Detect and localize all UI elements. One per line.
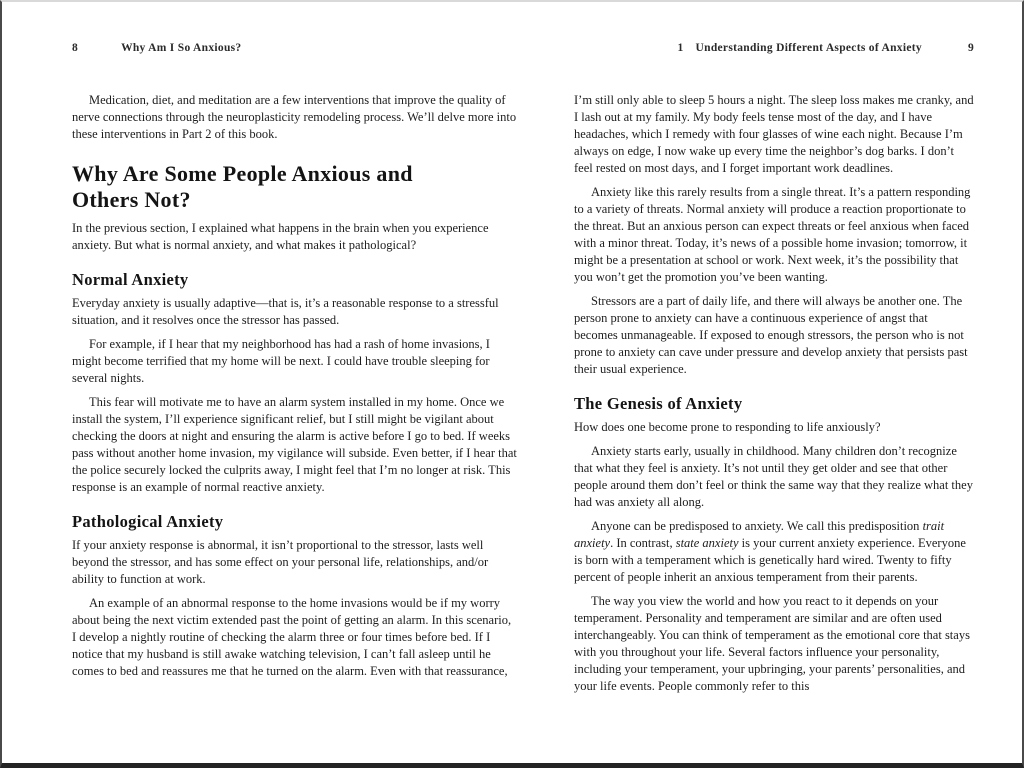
right-page-number: 9 xyxy=(967,42,974,54)
section-heading-why-anxious: Why Are Some People Anxious and Others Not? xyxy=(72,161,413,212)
left-page-number: 8 xyxy=(72,42,79,54)
body-paragraph-pattern: Anxiety like this rarely results from a single threat. It’s a pattern responding to a variety of threats. Normal anxiety will produce a reaction proportionate to the threat. But an anxious person can expect threats or feel anxious when faced with a minor threat. Today, it’s news of a possible home invasion; tomorrow, it might be a presentation at school or work. Next week, it’s the possibility that you won’t get the promotion you’ve been wanting. xyxy=(574,185,971,284)
body-paragraph-pathological-1: If your anxiety response is abnormal, it isn’t proportional to the stressor, lasts well beyond the stressor, and has some effect on your personal life, relationships, and/or ability to function at work. xyxy=(72,538,489,586)
body-paragraph-genesis-1: Anxiety starts early, usually in childhood. Many children don’t recognize that what they feel is anxiety. It’s not until they get older and see that other people around them don’t feel or think the same way that they realize what they had was anxiety all along. xyxy=(574,444,973,509)
subsection-heading-pathological-anxiety: Pathological Anxiety xyxy=(72,512,224,531)
predisposed-text-1: Anyone can be predisposed to anxiety. We call this predisposition xyxy=(591,519,923,533)
subsection-heading-genesis: The Genesis of Anxiety xyxy=(574,394,743,413)
right-page xyxy=(574,42,974,702)
body-paragraph-predisposed xyxy=(574,518,974,586)
body-paragraph-temperament: The way you view the world and how you react to it depends on your temperament. Personality and temperament are similar and are often used interchangeably. You can think of temperament as the emotional core that stays with you throughout your life. Several factors influence your personality, including your temperament, your upbringing, your parents’ personalities, and your life events. People commonly refer to this xyxy=(574,594,970,693)
predisposed-text-3: is your current anxiety experience. Everyone is born with a temperament which is genetically hard wired. Twenty to fifty percent of people inherit an anxious temperament from their parents. xyxy=(574,536,966,584)
predisposed-text-2: . In contrast, xyxy=(610,536,676,550)
body-paragraph-intro: Medication, diet, and meditation are a few interventions that improve the quality of nerve connections through the neuroplasticity remodeling process. We’ll delve more into these interventions in Part 2 of this book. xyxy=(72,93,517,141)
body-paragraph-normal-1: Everyday anxiety is usually adaptive—that is, it’s a reasonable response to a stressful situation, and it resolves once the stressor has passed. xyxy=(72,296,499,327)
right-running-title: Understanding Different Aspects of Anxiety xyxy=(695,42,922,54)
left-running-title: Why Am I So Anxious? xyxy=(121,42,242,54)
body-paragraph-normal-3: This fear will motivate me to have an alarm system installed in my home. Once we install the system, I’ll experience significant relief, but I still might be vigilant about checking the doors at night and ensuring the alarm is active before I go to bed. If weeks pass without another home invasion, my vigilance will subside. Even better, if I hear that the police securely locked the culprits away, I might feel that I’m no longer at risk. This response is an example of normal reactive anxiety. xyxy=(72,395,517,494)
state-anxiety-italic-term: state anxiety xyxy=(675,536,739,550)
body-paragraph-normal-2: For example, if I hear that my neighborhood has had a rash of home invasions, I might become terrified that my home will be next. I could have trouble sleeping for several nights. xyxy=(72,337,490,385)
body-paragraph-stressors: Stressors are a part of daily life, and there will always be another one. The person prone to anxiety can have a continuous experience of angst that becomes unmanageable. If exposed to enough stressors, the person who is not prone to anxiety can cave under pressure and develop anxiety that persists past their usual experience. xyxy=(574,294,968,376)
body-paragraph-continuation: I’m still only able to sleep 5 hours a night. The sleep loss makes me cranky, and I lash out at my family. My body feels tense most of the day, and I have headaches, which I remedy with four glasses of wine each night. Because I’m always on edge, I now wake up every time the neighbor’s dog barks. I don’t feel rested on most days, and I forget important work deadlines. xyxy=(574,93,974,175)
right-running-head xyxy=(574,42,974,54)
left-page xyxy=(72,42,517,687)
body-paragraph-lead: In the previous section, I explained what happens in the brain when you experience anxiety. But what is normal anxiety, and what makes it pathological? xyxy=(72,221,489,252)
trait-anxiety-italic-term: trait anxiety xyxy=(574,519,945,550)
chapter-number: 1 xyxy=(677,42,684,54)
subsection-heading-normal-anxiety: Normal Anxiety xyxy=(72,270,189,289)
left-running-head xyxy=(72,42,517,54)
body-paragraph-genesis-lead: How does one become prone to responding to life anxiously? xyxy=(574,420,881,434)
body-paragraph-pathological-2: An example of an abnormal response to the home invasions would be if my worry about being the next victim extended past the point of getting an alarm. In this scenario, I develop a nightly routine of checking the alarm three or four times before bed. If I notice that my husband is still awake watching television, I can’t fall asleep until he comes to bed and reassures me that he turned on the alarm. Even with that reassurance, xyxy=(72,596,512,678)
